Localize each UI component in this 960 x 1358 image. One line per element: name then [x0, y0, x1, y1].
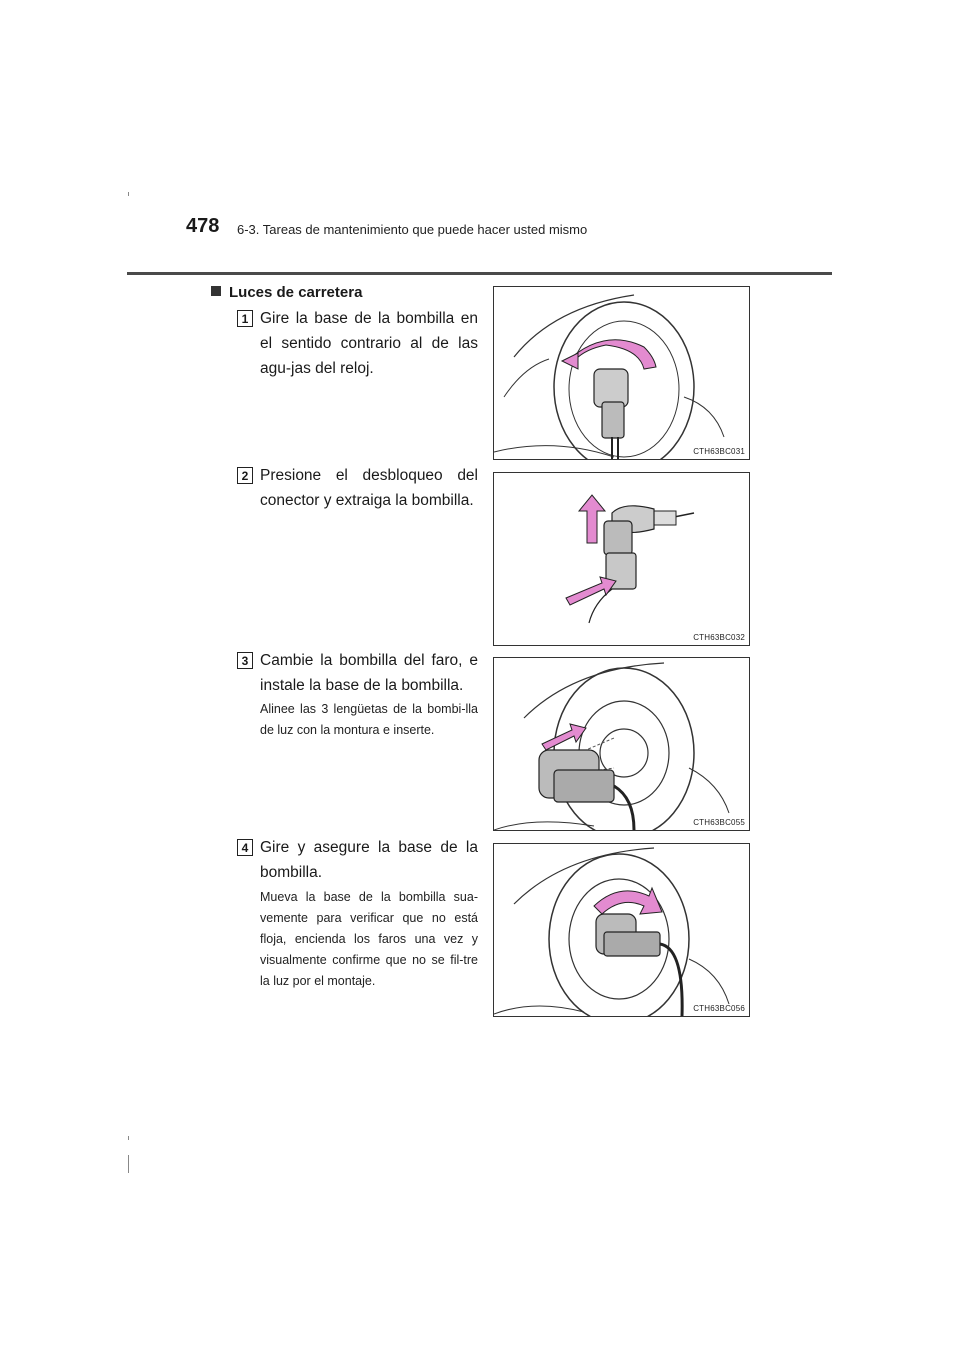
figure-code: CTH63BC056	[693, 1004, 745, 1013]
margin-tick	[128, 1155, 129, 1173]
step-number-badge: 4	[237, 839, 253, 856]
step-note: Mueva la base de la bombilla sua-vemente para verificar que no está floja, encienda los faros una vez y visualmente confirme que no se fil-tre la luz por el montaje.	[260, 890, 478, 988]
step-number-badge: 2	[237, 467, 253, 484]
figure-step-2	[493, 472, 750, 646]
square-bullet-icon	[211, 286, 221, 296]
step-instruction: Gire la base de la bombilla en el sentido contrario al de las agu-jas del reloj.	[260, 310, 478, 377]
figure-step-1	[493, 286, 750, 460]
figure-step-3	[493, 657, 750, 831]
step-number-badge: 3	[237, 652, 253, 669]
figure-code: CTH63BC032	[693, 633, 745, 642]
page-number: 478	[186, 215, 220, 237]
step-instruction: Gire y asegure la base de la bombilla.	[260, 839, 478, 881]
margin-tick	[128, 192, 129, 196]
bulb-removal-illustration	[494, 473, 750, 646]
subsection-title-text: Luces de carretera	[229, 284, 363, 301]
step-note: Alinee las 3 lengüetas de la bombi-lla de luz con la montura e inserte.	[260, 702, 478, 737]
margin-tick	[128, 1136, 129, 1140]
step-instruction: Presione el desbloqueo del conector y extraiga la bombilla.	[260, 467, 478, 509]
rotate-clockwise-arrow-icon	[594, 888, 662, 914]
rotate-arrow-icon	[566, 340, 656, 369]
section-title: 6-3. Tareas de mantenimiento que puede hacer usted mismo	[237, 222, 588, 237]
press-arrow-icon	[566, 577, 616, 605]
headlight-bulb-rotate-illustration	[494, 287, 750, 460]
bulb-secure-illustration	[494, 844, 750, 1017]
up-arrow-icon	[579, 495, 605, 543]
step-number-badge: 1	[237, 310, 253, 327]
subsection-title	[211, 284, 362, 301]
header-rule	[127, 272, 832, 275]
figure-code: CTH63BC055	[693, 818, 745, 827]
step-instruction: Cambie la bombilla del faro, e instale la base de la bombilla.	[260, 652, 478, 694]
figure-code: CTH63BC031	[693, 447, 745, 456]
figure-step-4	[493, 843, 750, 1017]
bulb-install-illustration	[494, 658, 750, 831]
